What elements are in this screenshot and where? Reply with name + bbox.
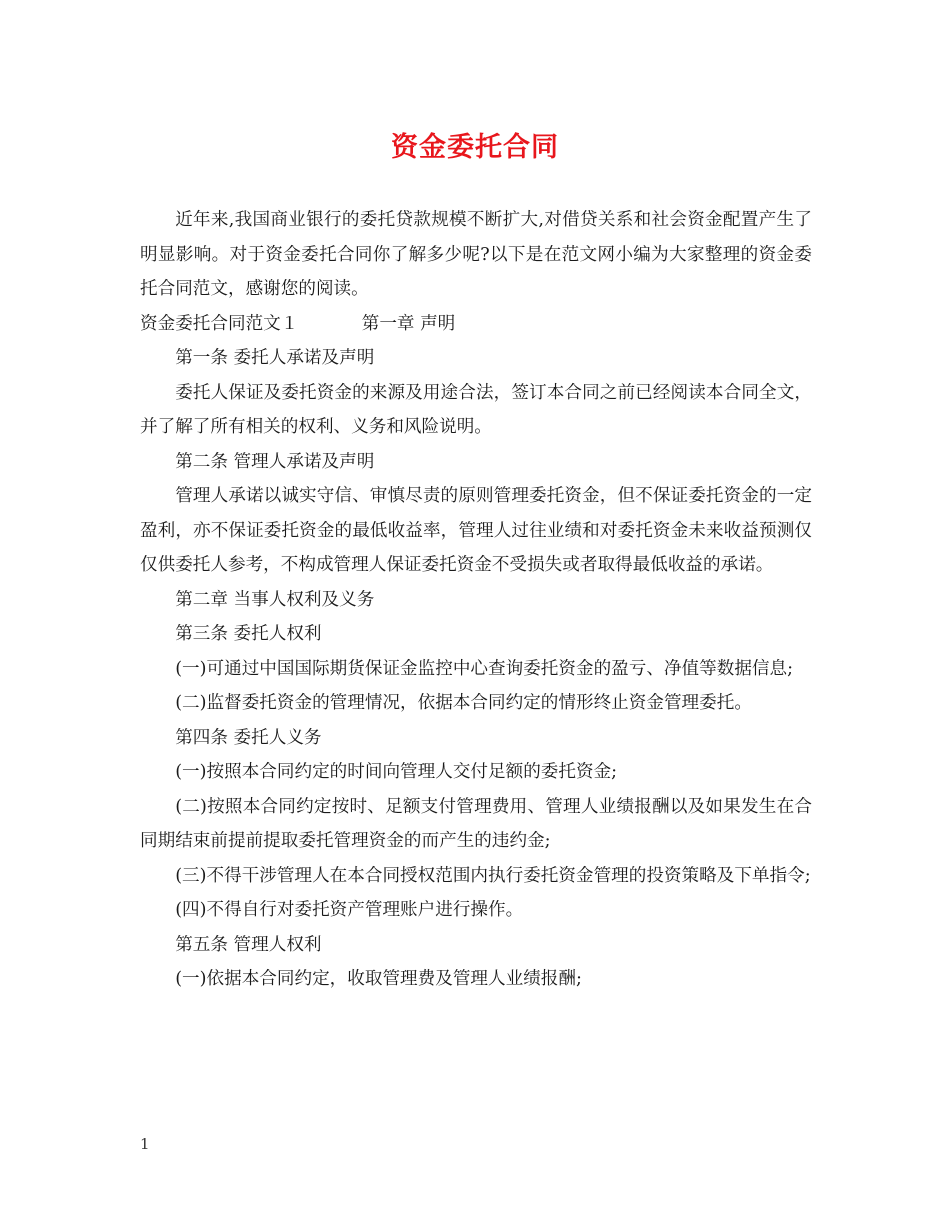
paragraph: 第四条 委托人义务 (175, 727, 322, 748)
paragraph: (一)依据本合同约定，收取管理费及管理人业绩报酬; (175, 969, 582, 989)
paragraph: 管理人承诺以诚实守信、审慎尽责的原则管理委托资金，但不保证委托资金的一定盈利，亦不保证委托资金的最低收益率，管理人过往业绩和对委托资金未来收益预测仅仅供委托人参考，不构成管理人保证委托资金不受损失或者取得最低收益的承诺。 (140, 486, 812, 575)
paragraph: 第二章 当事人权利及义务 (175, 589, 375, 610)
chapter-heading: 第一章 声明 (361, 313, 456, 334)
paragraph: 第二条 管理人承诺及声明 (175, 451, 375, 472)
paragraph: (二)按照本合同约定按时、足额支付管理费用、管理人业绩报酬以及如果发生在合同期结束前提前提取委托管理资金的而产生的违约金; (140, 796, 812, 851)
paragraph: (一)可通过中国国际期货保证金监控中心查询委托资金的盈亏、净值等数据信息; (175, 658, 794, 679)
paragraph: (二)监督委托资金的管理情况，依据本合同约定的情形终止资金管理委托。 (175, 693, 752, 713)
page-number: 1 (140, 1135, 150, 1153)
document-body (140, 203, 812, 997)
sample-heading: 资金委托合同范文１ (140, 313, 299, 334)
paragraph: 第五条 管理人权利 (175, 934, 322, 955)
document-title: 资金委托合同 (391, 132, 559, 163)
paragraph: 第一条 委托人承诺及声明 (175, 348, 375, 368)
paragraph: (三)不得干涉管理人在本合同授权范围内执行委托资金管理的投资策略及下单指令; (175, 865, 811, 886)
paragraph: 委托人保证及委托资金的来源及用途合法，签订本合同之前已经阅读本合同全文，并了解了所有相关的权利、义务和风险说明。 (140, 382, 812, 437)
paragraph: 第三条 委托人权利 (175, 624, 322, 644)
intro-paragraph: 近年来,我国商业银行的委托贷款规模不断扩大,对借贷关系和社会资金配置产生了明显影响。对于资金委托合同你了解多少呢?以下是在范文网小编为大家整理的资金委托合同范文，感谢您的阅读。 (140, 210, 812, 299)
sample-heading-line (140, 307, 812, 342)
paragraph: (四)不得自行对委托资产管理账户进行操作。 (175, 900, 524, 920)
paragraph: (一)按照本合同约定的时间向管理人交付足额的委托资金; (175, 762, 618, 782)
